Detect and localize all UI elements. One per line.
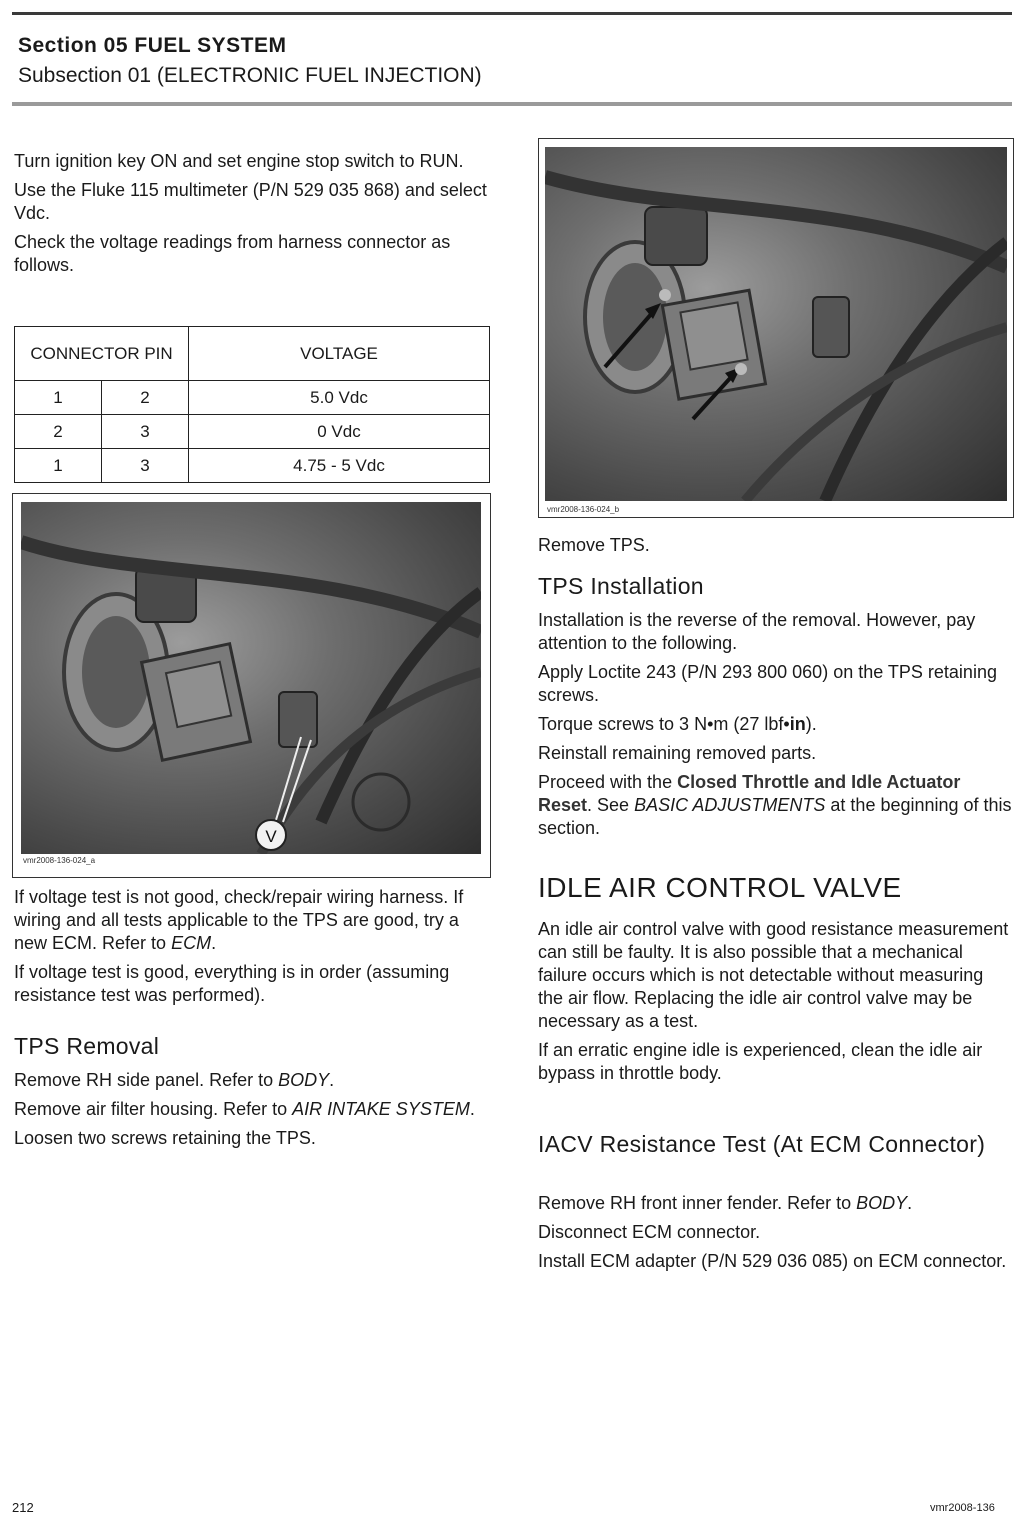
paragraph: Installation is the reverse of the removal. However, pay attention to the following.	[538, 610, 976, 653]
paragraph: Apply Loctite 243 (P/N 293 800 060) on the TPS retaining screws.	[538, 662, 997, 705]
paragraph: Check the voltage readings from harness connector as follows.	[14, 232, 451, 275]
body-reference: BODY	[278, 1070, 330, 1090]
right-remove-tps	[538, 534, 1012, 557]
left-voltage-notes	[14, 886, 492, 1007]
paragraph	[538, 771, 1012, 840]
callout-letter: V	[265, 827, 277, 846]
unit-bold: in	[789, 714, 806, 734]
text: .	[329, 1070, 335, 1090]
paragraph: An idle air control valve with good resistance measurement can still be faulty. It is also possible that a mechanical failure occurs which is not detectable without measuring the air flow. Replacing the idle air control valve may be necessary as a test.	[538, 919, 1009, 1031]
table-row	[15, 449, 490, 483]
photo-illustration	[21, 502, 481, 854]
procedure-name: Closed Throttle and Idle Actuator Reset	[538, 772, 961, 815]
paragraph: Install ECM adapter (P/N 529 036 085) on ECM connector.	[538, 1251, 1007, 1271]
pin-a: 1	[15, 449, 102, 483]
air-intake-reference: AIR INTAKE SYSTEM	[292, 1099, 470, 1119]
heading-iacv-resistance-test: IACV Resistance Test (At ECM Connector)	[538, 1131, 986, 1157]
right-iacv-intro	[538, 918, 1012, 1085]
throttle-body-photo	[21, 502, 481, 854]
connector-voltage-table	[14, 326, 490, 483]
voltage-value: 5.0 Vdc	[189, 381, 490, 415]
text: Proceed with the	[538, 772, 678, 792]
paragraph: Reinstall remaining removed parts.	[538, 743, 817, 763]
text: Remove RH front inner fender. Refer to	[538, 1193, 857, 1213]
paragraph: If an erratic engine idle is experienced, clean the idle air bypass in throttle body.	[538, 1040, 983, 1083]
right-install-steps	[538, 609, 1012, 840]
document-code: vmr2008-136	[930, 1502, 995, 1514]
paragraph	[538, 1192, 1012, 1215]
pin-b: 2	[102, 381, 189, 415]
photo-illustration	[545, 147, 1007, 501]
paragraph: Disconnect ECM connector.	[538, 1222, 761, 1242]
photo-caption: vmr2008-136-024_b	[547, 505, 620, 514]
section-title: Section 05 FUEL SYSTEM	[18, 34, 287, 57]
heading-idle-air-control-valve: IDLE AIR CONTROL VALVE	[538, 872, 902, 903]
paragraph: If voltage test is good, everything is in order (assuming resistance test was performed).	[14, 962, 450, 1005]
table-header-connector-pin: CONNECTOR PIN	[15, 327, 189, 381]
photo-caption: vmr2008-136-024_a	[23, 856, 96, 865]
basic-adjustments-reference: BASIC ADJUSTMENTS	[634, 795, 826, 815]
right-test-steps	[538, 1192, 1012, 1273]
table-header-voltage: VOLTAGE	[189, 327, 490, 381]
paragraph: Turn ignition key ON and set engine stop switch to RUN.	[14, 151, 464, 171]
body-reference: BODY	[856, 1193, 908, 1213]
paragraph: Remove TPS.	[538, 535, 650, 555]
tps-removal-photo	[545, 147, 1007, 501]
top-rule	[12, 12, 1012, 15]
heading-tps-installation: TPS Installation	[538, 573, 704, 599]
text: .	[907, 1193, 913, 1213]
paragraph: Loosen two screws retaining the TPS.	[14, 1128, 316, 1148]
table-row	[15, 415, 490, 449]
photo-frame	[538, 138, 1014, 518]
text: . See	[587, 795, 635, 815]
table-row	[15, 381, 490, 415]
paragraph	[14, 886, 492, 955]
text: .	[211, 933, 217, 953]
photo-frame	[12, 493, 491, 878]
left-removal-steps	[14, 1069, 492, 1150]
pin-b: 3	[102, 415, 189, 449]
paragraph: Use the Fluke 115 multimeter (P/N 529 035 868) and select Vdc.	[14, 180, 487, 223]
paragraph	[14, 1069, 492, 1092]
voltage-value: 4.75 - 5 Vdc	[189, 449, 490, 483]
text: Torque screws to 3 N•m (27 lbf•	[538, 714, 790, 734]
paragraph	[14, 1098, 492, 1121]
pin-a: 2	[15, 415, 102, 449]
text: Remove RH side panel. Refer to	[14, 1070, 279, 1090]
voltage-value: 0 Vdc	[189, 415, 490, 449]
header-rule	[12, 102, 1012, 106]
paragraph	[538, 713, 1012, 736]
subsection-title: Subsection 01 (ELECTRONIC FUEL INJECTION)	[18, 64, 482, 87]
heading-tps-removal: TPS Removal	[14, 1033, 160, 1059]
text: ).	[805, 714, 817, 734]
text: at the beginning of this section.	[538, 795, 1012, 838]
pin-b: 3	[102, 449, 189, 483]
page-number: 212	[12, 1500, 34, 1515]
text: If voltage test is not good, check/repair wiring harness. If wiring and all tests applicable to the TPS are good, try a new ECM. Refer to	[14, 887, 464, 953]
ecm-reference: ECM	[171, 933, 212, 953]
text: Remove air filter housing. Refer to	[14, 1099, 293, 1119]
left-intro	[14, 150, 492, 277]
pin-a: 1	[15, 381, 102, 415]
text: .	[469, 1099, 475, 1119]
